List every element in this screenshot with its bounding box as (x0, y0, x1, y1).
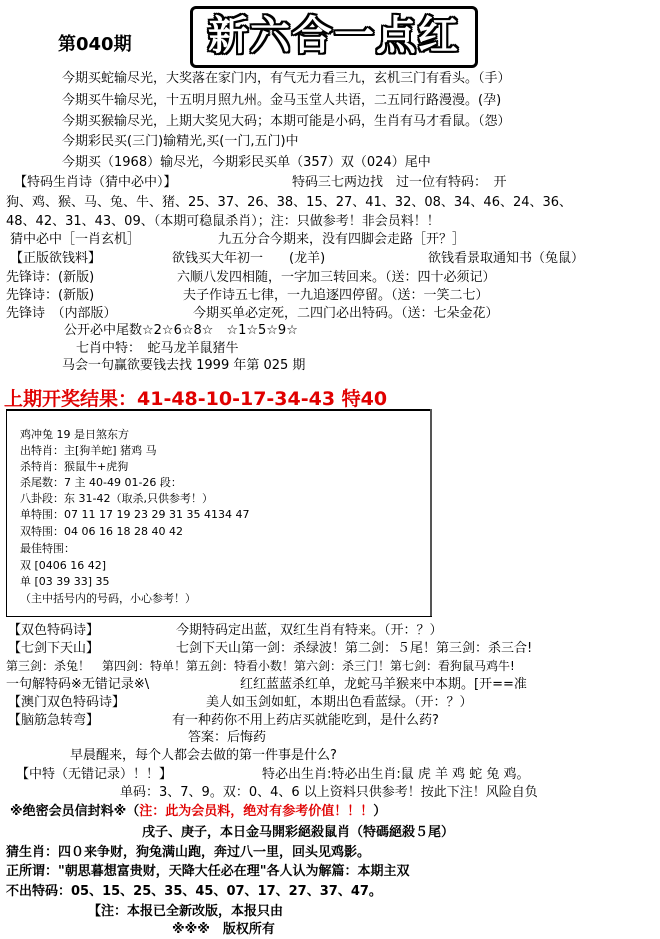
naojin-answer: 答案：后悔药 (188, 730, 267, 745)
mimi-note: 注：此为会员料，绝对有参考价值！！！ (139, 804, 374, 819)
jiema-label: 一句解特码※无错记录※\ (6, 677, 150, 692)
intro-line: 今期彩民买(三门)输精光,买(一门,五门)中 (62, 134, 299, 149)
guess-label: 猜中必中［一肖玄机］ (10, 232, 141, 247)
jian-line: 第三剑：杀兔！ 第四剑：特单！第五剑：特看小数！第六剑：杀三门！第七剑：看狗鼠马鸡牛! (6, 659, 515, 673)
intro-line: 今期买蛇输尽光，大奖落在家门内，有气无力看三九，玄机三门有看头。（手） (62, 71, 511, 86)
intro-line: 今期买（1968）输尽光，今期彩民买单（357）双（024）尾中 (62, 155, 431, 170)
zhongte-label: 【中特（无错记录）！！】 (16, 767, 173, 782)
shuangse-text: 今期特码定出蓝，双红生肖有特来。（开：？） (176, 623, 443, 638)
box-line: 鸡冲兔 19 是日煞东方 (20, 428, 129, 441)
guess-text: 九五分合今期来，没有四脚会走路［开？］ (218, 232, 466, 247)
intro-line: 今期买猴输尽光，上期大奖见大码；本期可能是小码，生肖有马才看鼠。（怨） (62, 114, 511, 129)
seven-line: 七肖中特： 蛇马龙羊鼠猪牛 (76, 341, 239, 356)
xianfeng-text: 六顺八发四相随，一字加三转回来。（送：四十必须记） (177, 270, 496, 285)
poem-numbers: 狗、鸡、猴、马、兔、牛、猪、25、37、26、38、15、27、41、32、08、34、46、24、36、 (6, 195, 573, 210)
issue-number: 第040期 (58, 34, 132, 55)
mimi-line (10, 804, 386, 820)
mimi-close: ） (373, 804, 387, 819)
xianfeng-label: 先锋诗：(新版) (6, 288, 95, 303)
box-line: 双特围：04 06 16 18 28 40 42 (20, 525, 183, 538)
qijian-label: 【七剑下天山】 (8, 641, 100, 656)
box-line: 单 [03 39 33] 35 (20, 575, 110, 588)
last-result: 上期开奖结果：41-48-10-17-34-43 特40 (4, 388, 388, 410)
zheng-mid: 欲钱买大年初一 (龙羊) (172, 251, 326, 266)
box-line: （主中括号内的号码，小心参考！） (20, 592, 196, 605)
poem-text: 特码三七两边找 过一位有特码： 开 (292, 175, 507, 190)
box-line: 双 [0406 16 42] (20, 559, 107, 572)
poem-label: 【特码生肖诗（猜中必中）】 (14, 175, 177, 190)
mimi-lead: ※绝密会员信封料※（ (10, 804, 140, 819)
box-line: 单特围：07 11 17 19 23 29 31 35 4134 47 (20, 508, 250, 521)
danma-line: 单码：3、7、9。双：0、4、6 以上资料只供参考！按此下注！风险自负 (120, 785, 538, 800)
riddle: 早晨醒来，每个人都会去做的第一件事是什么? (70, 748, 337, 763)
jiema-text: 红红蓝蓝杀红单，龙蛇马羊猴来中本期。[开==准 (240, 677, 527, 692)
zhengsuowei-line: 正所谓："朝思暮想富贵财，天降大任必在理"各人认为解篇：本期主双 (6, 864, 410, 879)
naojin-label: 【脑筋急转弯】 (8, 713, 100, 728)
aomen-label: 【澳门双色特码诗】 (8, 695, 126, 710)
box-line: 杀特肖：猴鼠牛+虎狗 (20, 460, 129, 473)
info-box-shadow (430, 409, 432, 616)
paper-title: 新六合一点红 (190, 6, 478, 68)
aomen-text: 美人如玉剑如虹，本期出色看蓝绿。（开：？） (206, 695, 473, 710)
xianfeng-text: 今期买单必定死，二四门必出特码。（送：七朵金花） (193, 306, 499, 321)
box-line: 最佳特围： (20, 542, 75, 555)
box-line: 杀尾数：7 主 40-49 01-26 段： (20, 476, 182, 489)
qijian-text: 七剑下天山第一剑：杀绿波！第二剑：５尾！第三剑：杀三合! (176, 641, 533, 656)
xianfeng-text: 夫子作诗五七律，一九追逐四停留。（送：一笑二七） (183, 288, 489, 303)
buchu-line: 不出特码：05、15、25、35、45、07、17、27、37、47。 (6, 884, 382, 899)
box-line: 出特肖：主[狗羊蛇] 猪鸡 马 (20, 444, 157, 457)
xugeng-line: 戌子、庚子，本日金马開彩絕殺鼠肖（特碼絕殺５尾） (142, 825, 455, 840)
box-line: 八卦段：东 31-42（取杀,只供参考！） (20, 492, 213, 505)
ma-line: 马会一句赢欲要钱去找 1999 年第 025 期 (62, 358, 306, 373)
zheng-label: 【正版欲钱料】 (10, 251, 102, 266)
copyright-line: ※※※ 版权所有 (172, 922, 275, 937)
zhongte-text: 特必出生肖:特必出生肖:鼠 虎 羊 鸡 蛇 兔 鸡。 (262, 767, 530, 782)
xianfeng-label: 先锋诗：(新版) (6, 270, 95, 285)
poem-numbers: 48、42、31、43、09、（本期可稳鼠杀肖）；注：只做参考！非会员料！！ (6, 214, 440, 229)
zheng-right: 欲钱看景取通知书（兔鼠） (428, 251, 585, 266)
star-line: 公开必中尾数☆2☆6☆8☆ ☆1☆5☆9☆ (64, 323, 298, 338)
caishengxiao-line: 猜生肖：四０来争财，狗兔满山跑，奔过八一里，回头见鸡影。 (6, 845, 371, 860)
intro-line: 今期买牛输尽光，十五明月照九州。金马玉堂人共语，二五同行路漫漫。(孕) (62, 93, 502, 108)
xianfeng-label: 先锋诗 （内部版） (6, 306, 117, 321)
naojin-text: 有一种药你不用上药店买就能吃到，是什么药? (172, 713, 439, 728)
shuangse-label: 【双色特码诗】 (8, 623, 100, 638)
notice-line: 【注：本报已全新改版，本报只由 (88, 904, 284, 919)
